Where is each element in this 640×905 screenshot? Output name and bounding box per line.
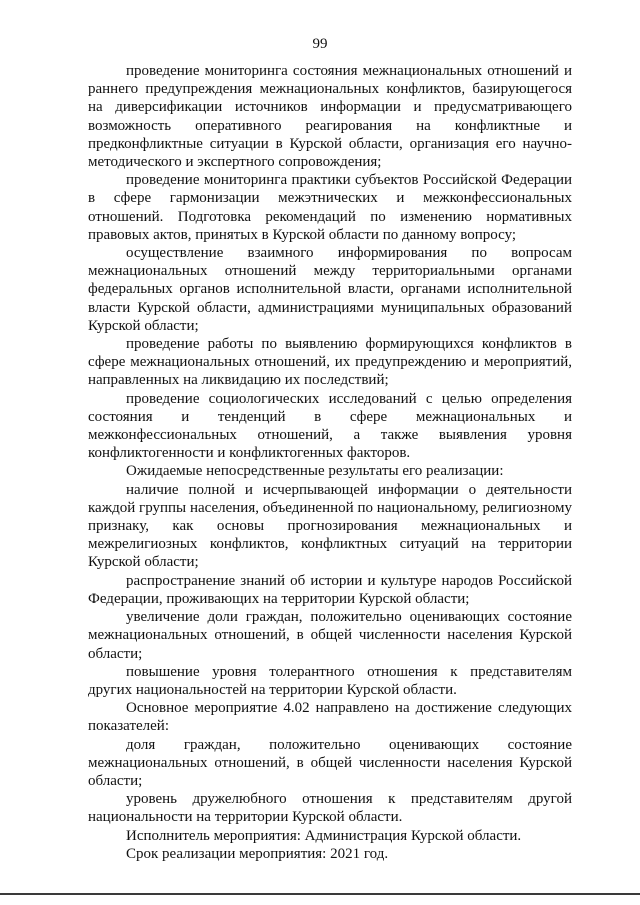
paragraph-mutual-informing: осуществление взаимного информирования по вопросам межнациональных отношений между территориальными органами федеральных органов исполнительной власти, органами исполнительной власти Курской области, администрациями муниципальных образований Курской области;: [88, 245, 572, 334]
paragraph-deadline: Срок реализации мероприятия: 2021 год.: [126, 845, 389, 862]
document-body: [88, 62, 572, 863]
paragraph-conflict-detection: проведение работы по выявлению формирующихся конфликтов в сфере межнациональных отношений, их предупреждению и мероприятий, направленных на ликвидацию их последствий;: [88, 336, 572, 389]
page-number: 99: [312, 36, 328, 52]
paragraph-expected-results: Ожидаемые непосредственные результаты его реализации:: [126, 463, 504, 480]
paragraph-main-activity: Основное мероприятие 4.02 направлено на достижение следующих показателей:: [88, 700, 572, 735]
paragraph-result-information: наличие полной и исчерпывающей информации о деятельности каждой группы населения, объединенной по национальному, религиозному признаку, как основы прогнозирования межнациональных и межрелигиозных конфликтов, конфликтных ситуаций на территории Курской области;: [88, 481, 572, 571]
paragraph-monitoring-relations: проведение мониторинга состояния межнациональных отношений и раннего предупреждения межнациональных конфликтов, базирующегося на диверсификации источников информации и предусматривающего возможность оперативного реагирования на конфликтные и предконфликтные ситуации в Курской области, организация его научно-методического и экспертного сопровождения;: [88, 63, 572, 171]
paragraph-result-share: увеличение доли граждан, положительно оценивающих состояние межнациональных отношений, в общей численности населения Курской области;: [88, 609, 572, 662]
paragraph-indicator-friendliness: уровень дружелюбного отношения к представителям другой национальности на территории Курской области.: [88, 791, 572, 826]
paragraph-monitoring-practice: проведение мониторинга практики субъектов Российской Федерации в сфере гармонизации межэтнических и межконфессиональных отношений. Подготовка рекомендаций по изменению нормативных правовых актов, принятых в Курской области по данному вопросу;: [88, 172, 572, 243]
paragraph-indicator-share: доля граждан, положительно оценивающих состояние межнациональных отношений, в общей численности населения Курской области;: [88, 736, 572, 789]
page-bottom-divider: [0, 893, 640, 895]
paragraph-result-tolerance: повышение уровня толерантного отношения к представителям других национальностей на территории Курской области.: [88, 663, 572, 698]
paragraph-sociological-research: проведение социологических исследований с целью определения состояния и тенденций в сфере межнациональных и межконфессиональных отношений, а также выявления уровня конфликтогенности и конфликтогенных факторов.: [88, 390, 572, 462]
paragraph-executor: Исполнитель мероприятия: Администрация Курской области.: [126, 827, 522, 844]
paragraph-result-knowledge: распространение знаний об истории и культуре народов Российской Федерации, проживающих на территории Курской области;: [88, 572, 572, 607]
